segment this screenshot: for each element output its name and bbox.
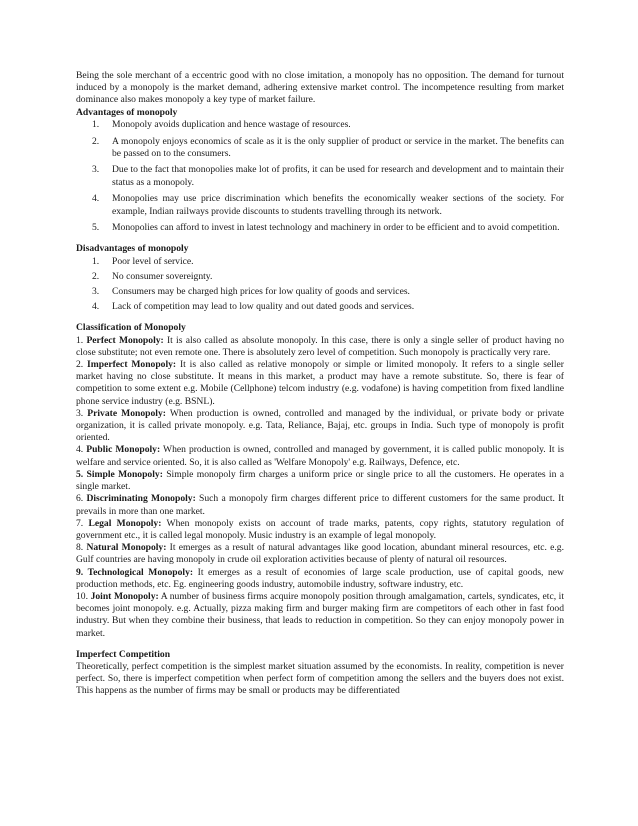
list-item: 1. Monopoly avoids duplication and hence wastage of resources. — [92, 118, 351, 130]
imperfect-competition-heading: Imperfect Competition — [76, 648, 171, 660]
classification-item: 8. Natural Monopoly: It emerges as a result of natural advantages like good location, abundant mineral resources, etc. e.g. Gulf countries are having monopoly in crude oil exploration activities because of plenty of natural oil resources. — [76, 542, 565, 566]
classification-item: 4. Public Monopoly: When production is owned, controlled and managed by government, it is called public monopoly. It is welfare and service oriented. So, it is also called as 'Welfare Monopoly' e.g. Railways, Defence, etc. — [76, 444, 565, 468]
list-item: 1. Poor level of service. — [92, 255, 194, 267]
list-item: 3. Due to the fact that monopolies make lot of profits, it can be used for research and development and to maintain their status as a monopoly. — [92, 164, 564, 188]
list-item: 2. A monopoly enjoys economics of scale as it is the only supplier of product or service in the market. The benefits can be passed on to the consumers. — [92, 135, 564, 159]
advantages-heading: Advantages of monopoly — [76, 106, 178, 118]
list-item: 4. Lack of competition may lead to low quality and out dated goods and services. — [92, 301, 415, 313]
list-item: 2. No consumer sovereignty. — [92, 270, 213, 282]
advantages-list — [76, 119, 564, 235]
intro-paragraph: Being the sole merchant of a eccentric good with no close imitation, a monopoly has no opposition. The demand for turnout induced by a monopoly is the market demand, adhering extensive market control. The incompetence resulting from market dominance also makes monopoly a key type of market failure. — [76, 70, 564, 106]
classification-item: 5. Simple Monopoly: Simple monopoly firm charges a uniform price or single price to all the customers. He operates in a single market. — [76, 468, 564, 493]
classification-item: 3. Private Monopoly: When production is owned, controlled and managed by the individual, or private body or private organization, it is called private monopoly. e.g. Tata, Reliance, Bajaj, etc. groups in India. Such type of monopoly is profit oriented. — [76, 407, 564, 444]
imperfect-competition-paragraph: Theoretically, perfect competition is the simplest market situation assumed by the economists. In reality, competition is never perfect. So, there is imperfect competition when perfect form of competition among the sellers and the buyers does not exist. This happens as the number of firms may be small or products may be differentiated — [76, 660, 564, 697]
list-item: 3. Consumers may be charged high prices for low quality of goods and services. — [92, 286, 410, 298]
list-item: 5. Monopolies can afford to invest in latest technology and machinery in order to be efficient and to avoid competition. — [92, 222, 560, 234]
disadvantages-heading: Disadvantages of monopoly — [76, 243, 189, 255]
list-item: 4. Monopolies may use price discrimination which benefits the economically weaker sections of the society. For example, Indian railways provide discounts to students travelling through its network. — [92, 193, 564, 217]
document-page — [76, 70, 564, 698]
classification-heading: Classification of Monopoly — [76, 322, 186, 334]
classification-item: 7. Legal Monopoly: When monopoly exists on account of trade marks, patents, copy rights, statutory regulation of government etc., it is called legal monopoly. Music industry is an example of legal monopoly. — [76, 517, 565, 541]
classification-item: 9. Technological Monopoly: It emerges as a result of economies of large scale production, use of capital goods, new production methods, etc. Eg. engineering goods industry, automobile industry, software industry, etc. — [76, 566, 564, 590]
classification-item: 1. Perfect Monopoly: It is also called as absolute monopoly. In this case, there is only a single seller of product having no close substitute; not even remote one. There is absolutely zero level of competition. Such monopoly is practically very rare. — [76, 334, 564, 358]
classification-item: 6. Discriminating Monopoly: Such a monopoly firm charges different price to different customers for the same product. It prevails in more than one market. — [76, 493, 564, 517]
classification-item: 2. Imperfect Monopoly: It is also called as relative monopoly or simple or limited monopoly. It refers to a single seller market having no close substitute. It means in this market, a product may have a remote substitute. So, there is fear of competition to some extent e.g. Mobile (Cellphone) telcom industry (e.g. vodafone) is having competition from fixed landline phone service industry (e.g. BSNL). — [76, 359, 564, 407]
classification-item: 10. Joint Monopoly: A number of business firms acquire monopoly position through amalgamation, cartels, syndicates, etc, it becomes joint monopoly. e.g. Actually, pizza making firm and burger making firm are competitors of each other in fast food industry. But when they combine their business, that leads to reduction in competition. So they can enjoy monopoly power in market. — [76, 590, 565, 639]
disadvantages-list — [76, 256, 564, 314]
